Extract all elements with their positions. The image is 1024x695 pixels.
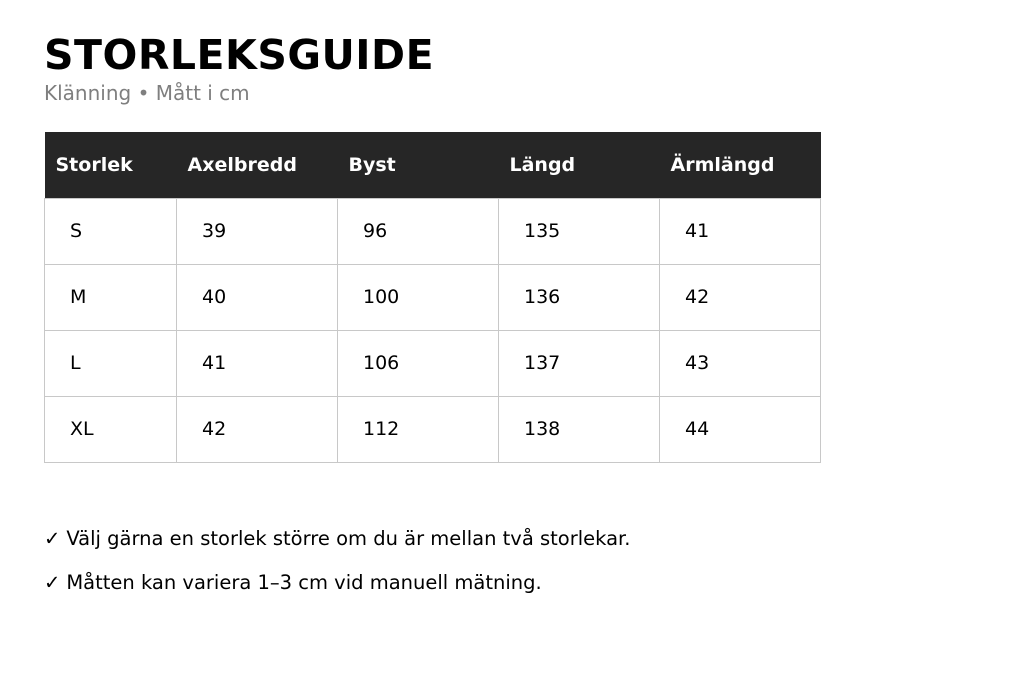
table-cell: 136	[499, 264, 660, 330]
table-cell: 138	[499, 396, 660, 462]
note-item	[44, 525, 630, 569]
table-cell: 106	[338, 330, 499, 396]
table-header-row	[45, 132, 821, 198]
column-header-langd: Längd	[499, 132, 660, 198]
table-cell: 100	[338, 264, 499, 330]
column-header-armlangd: Ärmlängd	[660, 132, 821, 198]
note-item	[44, 569, 630, 613]
column-header-axelbredd: Axelbredd	[177, 132, 338, 198]
size-guide-table	[44, 132, 821, 463]
table-cell: 135	[499, 198, 660, 264]
page-title: STORLEKSGUIDE	[44, 31, 435, 79]
note-text: Välj gärna en storlek större om du är mellan två storlekar.	[66, 527, 631, 550]
table-cell: 42	[177, 396, 338, 462]
table-row	[45, 330, 821, 396]
table-cell: 137	[499, 330, 660, 396]
table-cell: 42	[660, 264, 821, 330]
table-cell: 112	[338, 396, 499, 462]
table-body	[45, 198, 821, 462]
notes-list	[44, 525, 630, 613]
check-icon: ✓	[44, 527, 61, 550]
table-cell: 44	[660, 396, 821, 462]
table-row	[45, 264, 821, 330]
table-row	[45, 396, 821, 462]
page-subtitle: Klänning • Mått i cm	[44, 81, 250, 105]
table-cell-size: S	[45, 198, 177, 264]
column-header-storlek: Storlek	[45, 132, 177, 198]
table-cell: 96	[338, 198, 499, 264]
table-cell: 41	[177, 330, 338, 396]
table-cell-size: XL	[45, 396, 177, 462]
table-cell-size: L	[45, 330, 177, 396]
check-icon: ✓	[44, 571, 61, 594]
table-cell: 40	[177, 264, 338, 330]
table-cell-size: M	[45, 264, 177, 330]
table-cell: 43	[660, 330, 821, 396]
table-cell: 41	[660, 198, 821, 264]
table-cell: 39	[177, 198, 338, 264]
table-row	[45, 198, 821, 264]
column-header-byst: Byst	[338, 132, 499, 198]
note-text: Måtten kan variera 1–3 cm vid manuell mätning.	[66, 571, 542, 594]
table-header	[45, 132, 821, 198]
